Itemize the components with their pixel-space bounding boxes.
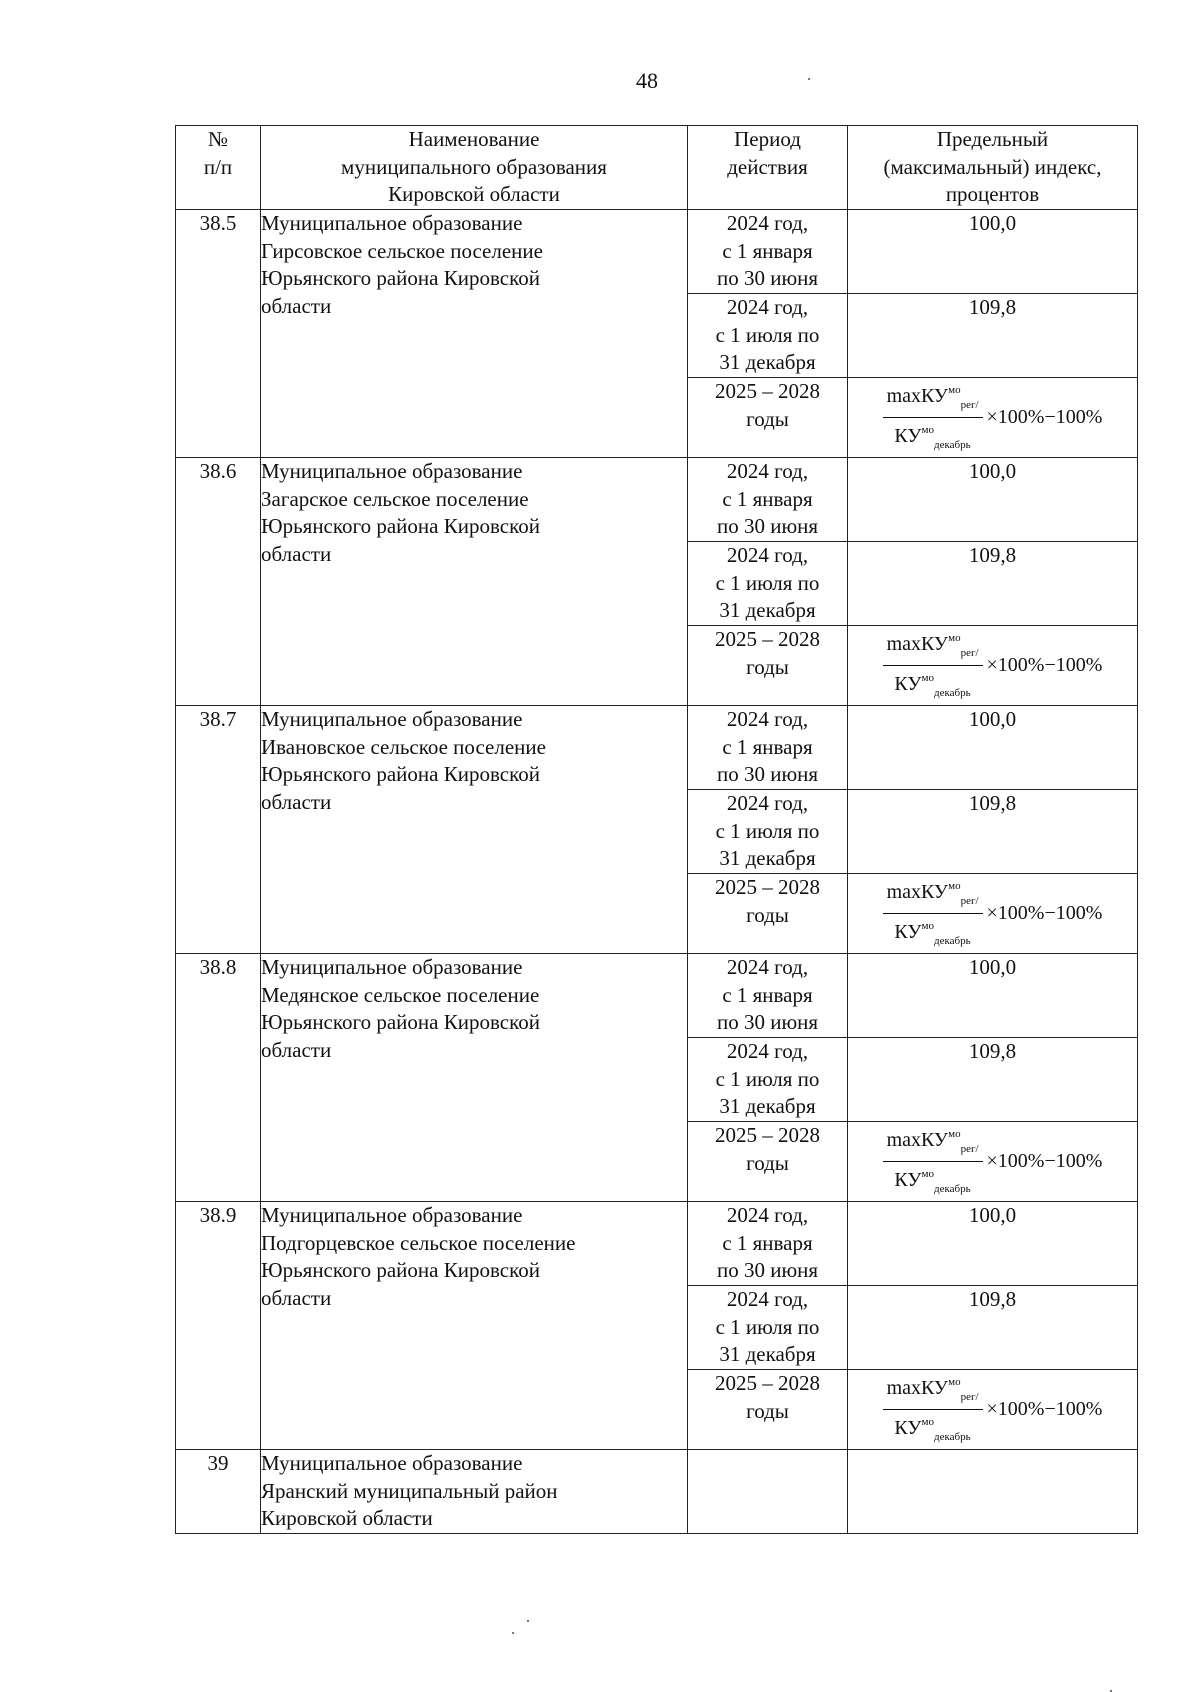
index-value: 109,8 — [848, 790, 1138, 874]
table-row — [176, 954, 1138, 1038]
period-cell: 2024 год, с 1 июля по 31 декабря — [688, 294, 848, 378]
row-number: 38.6 — [176, 458, 261, 706]
row-number: 39 — [176, 1450, 261, 1534]
formula-numerator: maxКУ$^{мо}_{рег/}$ — [883, 627, 983, 666]
index-value: 100,0 — [848, 706, 1138, 790]
formula-numerator: maxКУ$^{мо}_{рег/}$ — [883, 1371, 983, 1410]
table-row — [176, 458, 1138, 542]
header-period: Период действия — [688, 126, 848, 210]
scan-speck — [808, 78, 810, 80]
period-cell: 2024 год, с 1 января по 30 июня — [688, 1202, 848, 1286]
index-value: 100,0 — [848, 954, 1138, 1038]
index-formula — [848, 378, 1137, 457]
tariff-index-table — [175, 125, 1138, 1534]
formula-numerator: maxКУ$^{мо}_{рег/}$ — [883, 875, 983, 914]
table-row — [176, 1450, 1138, 1534]
table-row — [176, 706, 1138, 790]
formula-numerator: maxКУ$^{мо}_{рег/}$ — [883, 379, 983, 418]
scan-speck — [527, 1620, 529, 1622]
formula-fraction — [883, 1371, 983, 1448]
formula-tail: ×100%−100% — [986, 405, 1103, 428]
municipality-name: Муниципальное образование Медянское сельское поселение Юрьянского района Кировской области — [261, 954, 688, 1202]
formula-denominator: $КУ^{мо}_{декабрь}$ — [894, 920, 971, 947]
formula-denominator: $КУ^{мо}_{декабрь}$ — [894, 424, 971, 451]
row-number: 38.5 — [176, 210, 261, 458]
index-value — [848, 1370, 1138, 1450]
period-cell: 2025 – 2028 годы — [688, 1370, 848, 1450]
period-cell: 2025 – 2028 годы — [688, 874, 848, 954]
period-cell: 2024 год, с 1 июля по 31 декабря — [688, 1286, 848, 1370]
formula-fraction — [883, 627, 983, 704]
formula-denominator: $КУ^{мо}_{декабрь}$ — [894, 1168, 971, 1195]
period-cell: 2024 год, с 1 января по 30 июня — [688, 458, 848, 542]
index-value — [848, 378, 1138, 458]
row-number: 38.7 — [176, 706, 261, 954]
page-number: 48 — [636, 68, 658, 93]
header-name: Наименование муниципального образования Кировской области — [261, 126, 688, 210]
formula-fraction — [883, 379, 983, 456]
index-value: 100,0 — [848, 458, 1138, 542]
period-cell: 2024 год, с 1 января по 30 июня — [688, 954, 848, 1038]
period-cell: 2024 год, с 1 июля по 31 декабря — [688, 1038, 848, 1122]
formula-tail: ×100%−100% — [986, 1397, 1103, 1420]
formula-numerator: maxКУ$^{мо}_{рег/}$ — [883, 1123, 983, 1162]
municipality-name: Муниципальное образование Ивановское сельское поселение Юрьянского района Кировской области — [261, 706, 688, 954]
formula-tail: ×100%−100% — [986, 901, 1103, 924]
period-cell: 2025 – 2028 годы — [688, 378, 848, 458]
table-row — [176, 1202, 1138, 1286]
period-cell: 2024 год, с 1 июля по 31 декабря — [688, 542, 848, 626]
index-value — [848, 874, 1138, 954]
index-formula — [848, 1370, 1137, 1449]
index-value: 100,0 — [848, 1202, 1138, 1286]
scan-speck — [512, 1632, 514, 1634]
municipality-name: Муниципальное образование Яранский муниципальный район Кировской области — [261, 1450, 688, 1534]
index-formula — [848, 626, 1137, 705]
municipality-name: Муниципальное образование Загарское сельское поселение Юрьянского района Кировской области — [261, 458, 688, 706]
header-number: № п/п — [176, 126, 261, 210]
formula-denominator: $КУ^{мо}_{декабрь}$ — [894, 672, 971, 699]
period-cell: 2024 год, с 1 января по 30 июня — [688, 706, 848, 790]
formula-tail: ×100%−100% — [986, 653, 1103, 676]
index-formula — [848, 1122, 1137, 1201]
period-cell: 2024 год, с 1 июля по 31 декабря — [688, 790, 848, 874]
period-cell — [688, 1450, 848, 1534]
index-value: 109,8 — [848, 1286, 1138, 1370]
period-cell: 2024 год, с 1 января по 30 июня — [688, 210, 848, 294]
header-index: Предельный (максимальный) индекс, процентов — [848, 126, 1138, 210]
index-value: 100,0 — [848, 210, 1138, 294]
municipality-name: Муниципальное образование Гирсовское сельское поселение Юрьянского района Кировской области — [261, 210, 688, 458]
table-header-row — [176, 126, 1138, 210]
row-number: 38.8 — [176, 954, 261, 1202]
index-value: 109,8 — [848, 542, 1138, 626]
formula-tail: ×100%−100% — [986, 1149, 1103, 1172]
table-row — [176, 210, 1138, 294]
formula-fraction — [883, 875, 983, 952]
formula-denominator: $КУ^{мо}_{декабрь}$ — [894, 1416, 971, 1443]
municipality-name: Муниципальное образование Подгорцевское сельское поселение Юрьянского района Кировской области — [261, 1202, 688, 1450]
index-value: 109,8 — [848, 1038, 1138, 1122]
period-cell: 2025 – 2028 годы — [688, 1122, 848, 1202]
formula-fraction — [883, 1123, 983, 1200]
index-value — [848, 626, 1138, 706]
row-number: 38.9 — [176, 1202, 261, 1450]
index-value: 109,8 — [848, 294, 1138, 378]
index-formula — [848, 874, 1137, 953]
index-value — [848, 1122, 1138, 1202]
period-cell: 2025 – 2028 годы — [688, 626, 848, 706]
index-value — [848, 1450, 1138, 1534]
